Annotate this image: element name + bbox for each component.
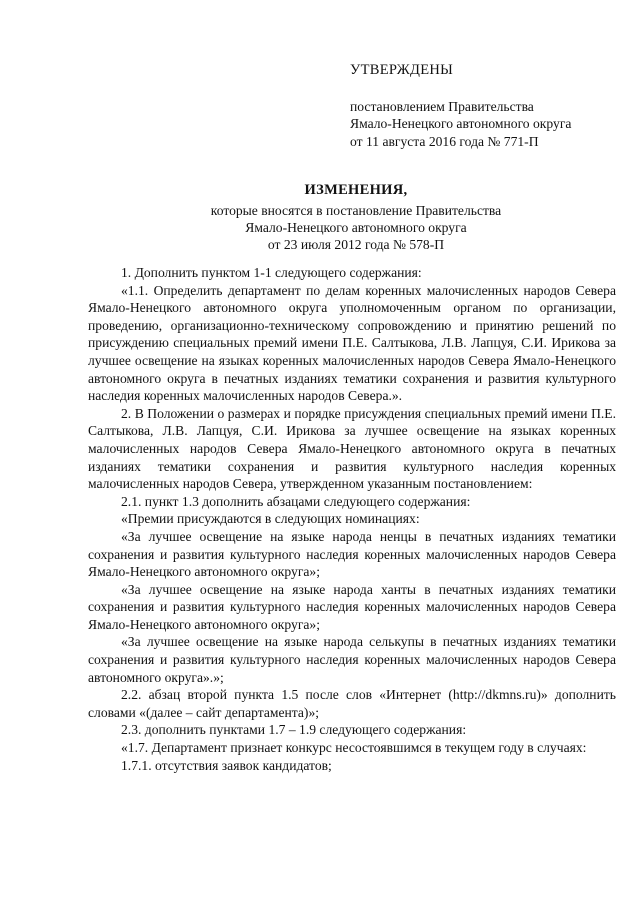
approval-line: постановлением Правительства [350, 98, 534, 114]
paragraph: «За лучшее освещение на языке народа селькупы в печатных изданиях тематики сохранения и развития культурного наследия коренных малочисленных народов Севера автономного округа».»; [88, 634, 616, 685]
document-title [96, 182, 616, 253]
paragraph: 1.7.1. отсутствия заявок кандидатов; [121, 757, 332, 773]
paragraph: «Премии присуждаются в следующих номинациях: [121, 511, 420, 527]
title-line: Ямало-Ненецкого автономного округа [245, 219, 467, 235]
title-line: которые вносятся в постановление Правительства [210, 202, 502, 218]
paragraph: «За лучшее освещение на языке народа ханты в печатных изданиях тематики сохранения и развития культурного наследия коренных малочисленных народов Севера Ямало-Ненецкого автономного округа»; [88, 581, 616, 632]
approval-line: Ямало-Ненецкого автономного округа [350, 116, 572, 132]
approval-stamp [350, 62, 630, 150]
paragraph: «За лучшее освещение на языке народа ненцы в печатных изданиях тематики сохранения и развития культурного наследия коренных малочисленных народов Севера Ямало-Ненецкого автономного округа»; [88, 528, 616, 580]
paragraph: «1.1. Определить департамент по делам коренных малочисленных народов Севера Ямало-Ненецкого автономного округа уполномоченным органом по организации, проведению, организационно-техническому сопровождению и принятию решений по присуждению специальных премий имени П.Е. Салтыкова, Л.В. Лапцуя, С.И. Ирикова за лучшее освещение на языках коренных малочисленных народов Севера Ямало-Ненецкого автономного округа в печатных изданиях тематики сохранения и развития культурного наследия коренных малочисленных народов Севера.». [88, 282, 616, 404]
approval-heading: УТВЕРЖДЕНЫ [350, 62, 454, 78]
approval-line: от 11 августа 2016 года № 771-П [350, 133, 539, 149]
paragraph: 1. Дополнить пунктом 1-1 следующего содержания: [121, 265, 422, 280]
paragraph: «1.7. Департамент признает конкурс несостоявшимся в текущем году в случаях: [121, 740, 587, 756]
paragraph: 2. В Положении о размерах и порядке присуждения специальных премий имени П.Е. Салтыкова, Л.В. Лапцуя, С.И. Ирикова за лучшее освещение на языках коренных малочисленных народов Севера Ямало-Ненецкого автономного округа в печатных изданиях тематики сохранения и развития культурного наследия коренных малочисленных народов Севера, утвержденном указанным постановлением: [88, 405, 616, 492]
paragraph: 2.1. пункт 1.3 дополнить абзацами следующего содержания: [121, 493, 471, 509]
document-body [88, 264, 616, 774]
paragraph: 2.3. дополнить пунктами 1.7 – 1.9 следующего содержания: [121, 722, 467, 738]
title-heading: ИЗМЕНЕНИЯ, [304, 182, 408, 198]
title-line: от 23 июля 2012 года № 578-П [267, 236, 445, 252]
paragraph: 2.2. абзац второй пункта 1.5 после слов «Интернет (http://dkmns.ru)» дополнить словами «(далее – сайт департамента)»; [88, 687, 616, 720]
